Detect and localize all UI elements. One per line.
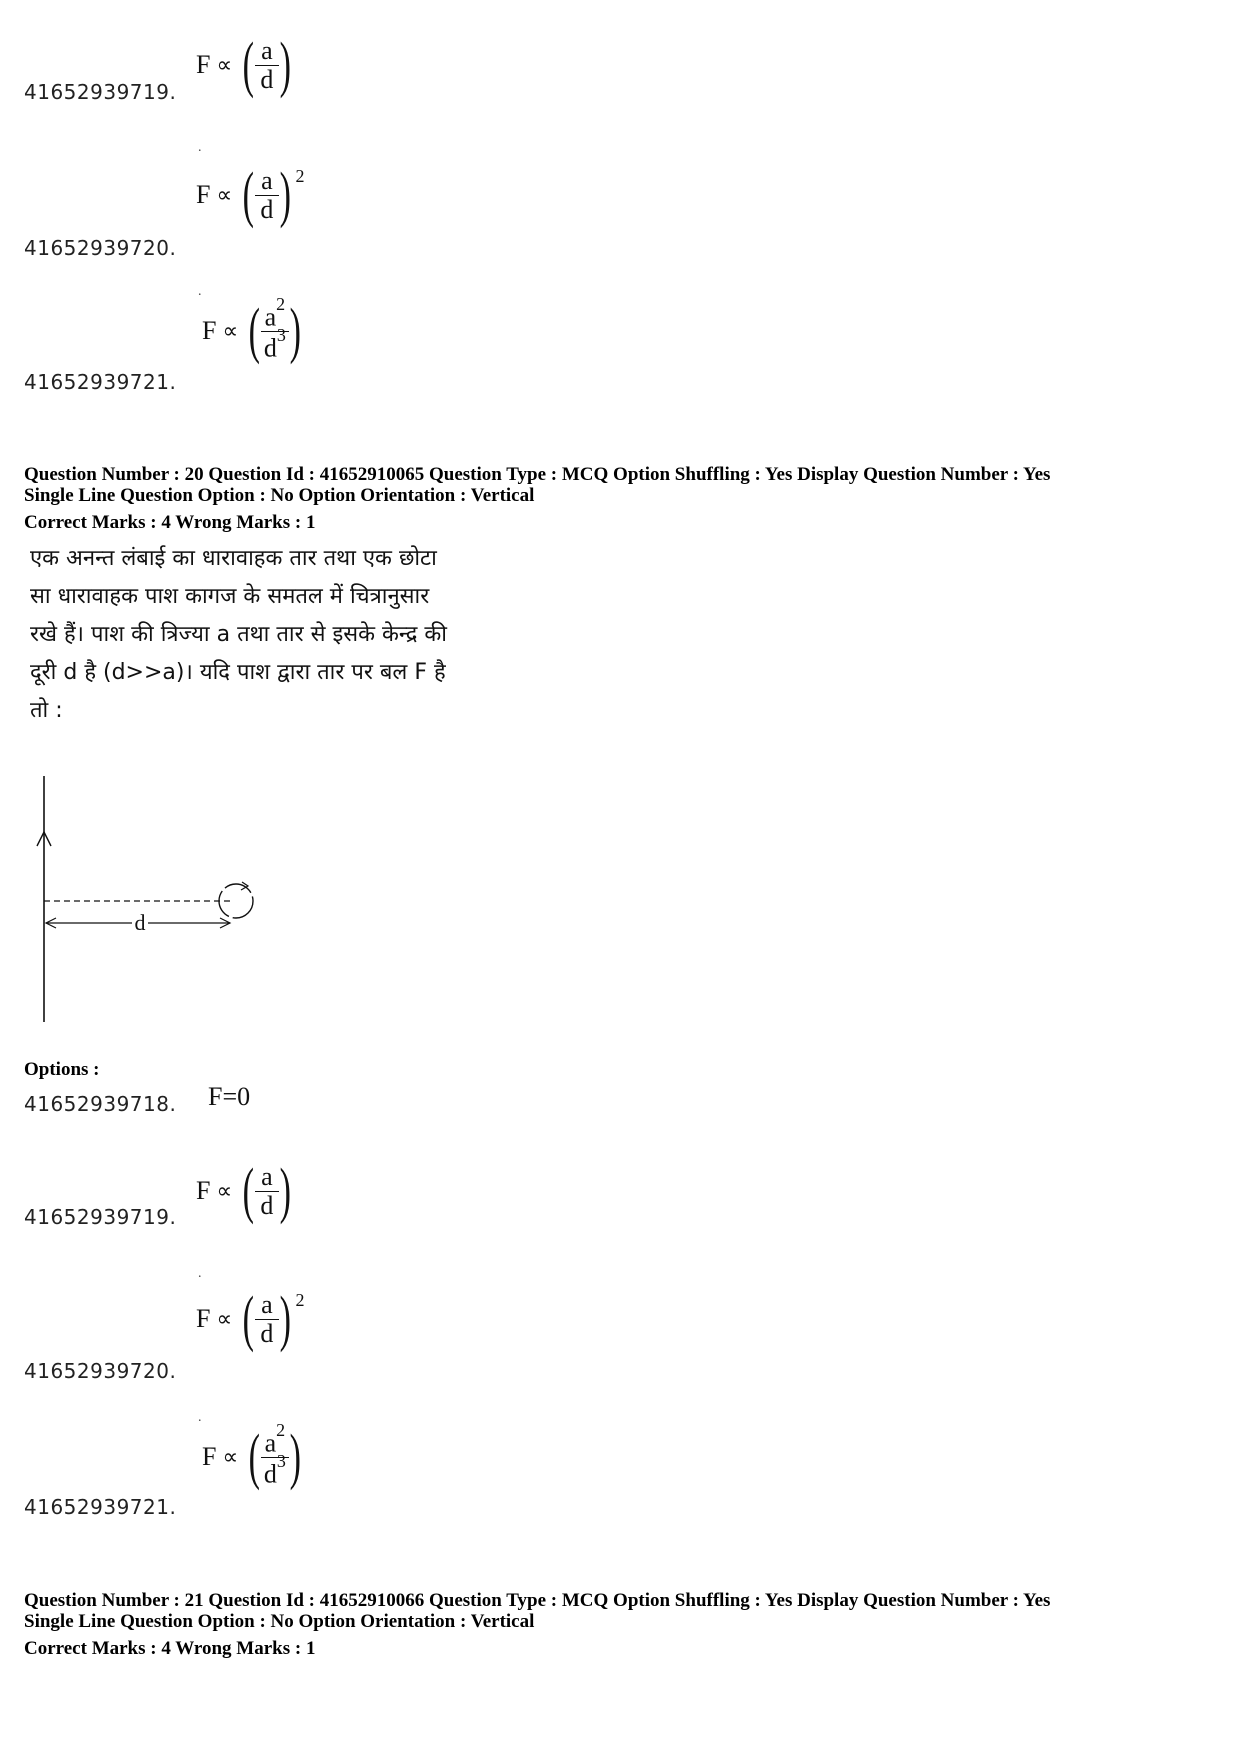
numerator: a bbox=[261, 36, 273, 66]
fraction bbox=[255, 37, 279, 93]
denominator: d bbox=[260, 194, 274, 224]
right-paren: ) bbox=[289, 1423, 301, 1491]
question-line: एक अनन्त लंबाई का धारावाहक तार तथा एक छोटा bbox=[30, 546, 437, 571]
denominator-base: d bbox=[263, 333, 277, 363]
proportional-symbol: ∝ bbox=[222, 1444, 239, 1469]
q20-question-text bbox=[30, 540, 550, 730]
formula-f: F bbox=[196, 50, 211, 79]
numerator-exponent: 2 bbox=[276, 1419, 286, 1440]
denominator: d bbox=[260, 1318, 274, 1348]
fraction bbox=[255, 167, 279, 223]
formula-a-over-d-squared bbox=[196, 1285, 305, 1353]
formula-a-over-d-squared bbox=[196, 161, 305, 229]
exponent: 2 bbox=[295, 1290, 305, 1310]
distance-label: d bbox=[134, 910, 146, 935]
dot-mark: . bbox=[198, 284, 202, 299]
denominator-base: d bbox=[263, 1459, 277, 1489]
option-id: 41652939720. bbox=[24, 1359, 177, 1383]
option-id: 41652939718. bbox=[24, 1092, 177, 1116]
wire-loop-diagram bbox=[20, 770, 270, 1030]
left-paren: ( bbox=[242, 1285, 255, 1353]
numerator-base: a bbox=[264, 302, 277, 332]
left-paren: ( bbox=[242, 1157, 255, 1225]
dot-mark: . bbox=[198, 140, 202, 155]
left-paren: ( bbox=[242, 161, 255, 229]
numerator: a bbox=[261, 1290, 273, 1320]
denominator: d bbox=[260, 1190, 274, 1220]
numerator-base: a bbox=[264, 1428, 277, 1458]
right-paren: ) bbox=[279, 161, 291, 229]
fraction bbox=[255, 1163, 279, 1219]
proportional-symbol: ∝ bbox=[216, 1178, 233, 1203]
formula-a2-over-d3 bbox=[202, 293, 306, 365]
formula-a2-over-d3 bbox=[202, 1419, 306, 1491]
left-paren: ( bbox=[248, 1423, 261, 1491]
option-id: 41652939721. bbox=[24, 370, 177, 394]
denominator: d bbox=[260, 64, 274, 94]
left-paren: ( bbox=[242, 31, 255, 99]
formula-a-over-d bbox=[196, 1157, 296, 1225]
q21-meta-line2: Single Line Question Option : No Option Orientation : Vertical bbox=[24, 1611, 535, 1632]
formula-f: F bbox=[196, 1304, 211, 1333]
numerator: a bbox=[261, 166, 273, 196]
dot-mark: . bbox=[198, 1266, 202, 1281]
q20-marks: Correct Marks : 4 Wrong Marks : 1 bbox=[24, 512, 316, 533]
question-line: तो : bbox=[30, 698, 63, 723]
denominator bbox=[261, 1450, 289, 1489]
q21-marks: Correct Marks : 4 Wrong Marks : 1 bbox=[24, 1638, 316, 1659]
denominator bbox=[261, 324, 289, 363]
left-paren: ( bbox=[248, 297, 261, 365]
right-paren: ) bbox=[279, 1285, 291, 1353]
dot-mark: . bbox=[198, 1410, 202, 1425]
q20-meta-line1: Question Number : 20 Question Id : 41652910065 Question Type : MCQ Option Shuffling : Yes Display Question Number : Yes bbox=[24, 464, 1051, 485]
denominator-exponent: 3 bbox=[276, 324, 286, 345]
proportional-symbol: ∝ bbox=[222, 318, 239, 343]
option-id: 41652939720. bbox=[24, 236, 177, 260]
options-label: Options : bbox=[24, 1059, 100, 1080]
formula-f-equals-zero bbox=[208, 1082, 250, 1112]
question-line: रखे हैं। पाश की त्रिज्या a तथा तार से इसके केन्द्र की bbox=[30, 622, 447, 647]
option-id: 41652939719. bbox=[24, 80, 177, 104]
proportional-symbol: ∝ bbox=[216, 182, 233, 207]
fraction bbox=[255, 1291, 279, 1347]
fraction bbox=[261, 293, 289, 363]
formula-f: F bbox=[196, 180, 211, 209]
right-paren: ) bbox=[279, 31, 291, 99]
proportional-symbol: ∝ bbox=[216, 1306, 233, 1331]
q20-meta-line2: Single Line Question Option : No Option Orientation : Vertical bbox=[24, 485, 535, 506]
numerator: a bbox=[261, 1162, 273, 1192]
formula-text: F=0 bbox=[208, 1082, 251, 1111]
option-id: 41652939719. bbox=[24, 1205, 177, 1229]
option-id: 41652939721. bbox=[24, 1495, 177, 1519]
formula-f: F bbox=[196, 1176, 211, 1205]
formula-f: F bbox=[202, 316, 217, 345]
proportional-symbol: ∝ bbox=[216, 52, 233, 77]
right-paren: ) bbox=[279, 1157, 291, 1225]
right-paren: ) bbox=[289, 297, 301, 365]
question-line: दूरी d है (d>>a)। यदि पाश द्वारा तार पर बल F है bbox=[30, 660, 446, 685]
exponent: 2 bbox=[295, 166, 305, 186]
fraction bbox=[261, 1419, 289, 1489]
q21-meta-line1: Question Number : 21 Question Id : 41652910066 Question Type : MCQ Option Shuffling : Yes Display Question Number : Yes bbox=[24, 1590, 1051, 1611]
formula-f: F bbox=[202, 1442, 217, 1471]
denominator-exponent: 3 bbox=[276, 1450, 286, 1471]
formula-a-over-d bbox=[196, 31, 296, 99]
numerator-exponent: 2 bbox=[276, 293, 286, 314]
question-line: सा धारावाहक पाश कागज के समतल में चित्रानुसार bbox=[30, 584, 430, 609]
